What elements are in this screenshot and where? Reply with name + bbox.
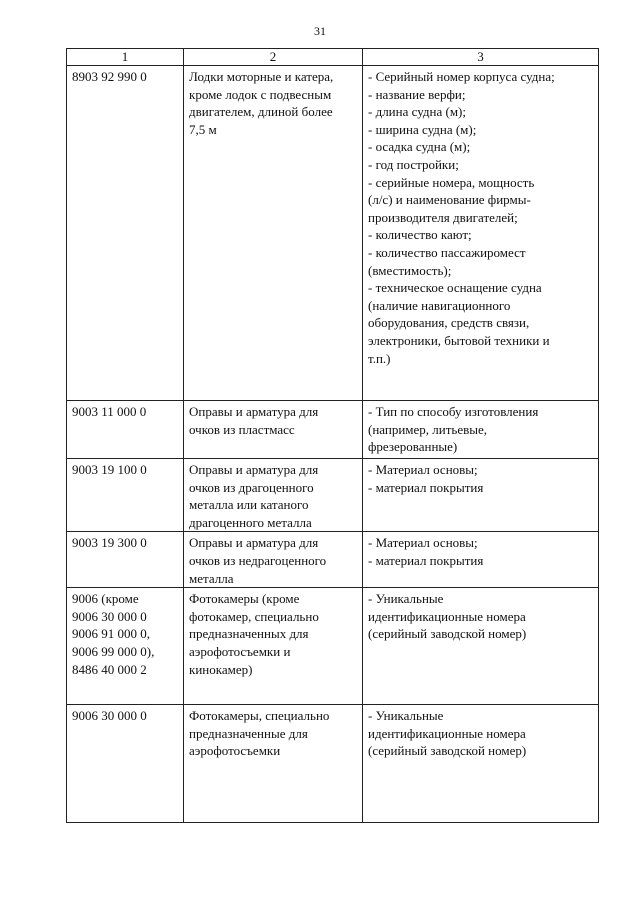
goods-name-cell bbox=[184, 705, 363, 823]
table-row bbox=[67, 401, 599, 459]
goods-name-cell bbox=[184, 532, 363, 588]
name-line: очков из недрагоценного bbox=[189, 552, 327, 568]
name-line: предназначенных для bbox=[189, 626, 309, 642]
tnved-code-cell bbox=[67, 66, 184, 401]
attr-line: (наличие навигационного bbox=[368, 297, 511, 313]
attr-line: - осадка судна (м); bbox=[368, 139, 471, 155]
code-line: 9003 11 000 0 bbox=[72, 404, 147, 419]
attributes-cell bbox=[363, 66, 599, 401]
goods-name-cell bbox=[184, 401, 363, 459]
name-line: Оправы и арматура для bbox=[189, 462, 319, 477]
attr-line: - ширина судна (м); bbox=[368, 121, 477, 137]
table-row bbox=[67, 66, 599, 401]
name-line: двигателем, длиной более bbox=[189, 104, 333, 120]
tnved-code-cell bbox=[67, 459, 184, 532]
attributes-cell bbox=[363, 705, 599, 823]
goods-name-cell bbox=[184, 588, 363, 705]
page-number: 31 bbox=[314, 24, 326, 38]
attr-line: идентификационные номера bbox=[368, 608, 526, 624]
attr-line: - количество кают; bbox=[368, 227, 472, 243]
name-line: очков из пластмасс bbox=[189, 421, 295, 437]
attr-line: производителя двигателей; bbox=[368, 209, 518, 225]
attr-line: - Материал основы; bbox=[368, 462, 478, 477]
attr-line: (л/с) и наименование фирмы- bbox=[368, 192, 531, 208]
code-line: 9006 91 000 0, bbox=[72, 626, 150, 642]
attr-line: идентификационные номера bbox=[368, 725, 526, 741]
goods-table bbox=[66, 48, 599, 823]
name-line: аэрофотосъемки и bbox=[189, 643, 291, 659]
attributes-cell bbox=[363, 459, 599, 532]
code-line: 8486 40 000 2 bbox=[72, 661, 147, 677]
table-row bbox=[67, 459, 599, 532]
tnved-code-cell bbox=[67, 532, 184, 588]
code-line: 9003 19 100 0 bbox=[72, 462, 147, 477]
goods-name-cell bbox=[184, 459, 363, 532]
attr-line: - год постройки; bbox=[368, 156, 459, 172]
name-line: металла или катаного bbox=[189, 497, 309, 513]
attr-line: фрезерованные) bbox=[368, 439, 458, 455]
code-line: 9006 30 000 0 bbox=[72, 708, 147, 724]
attr-line: - количество пассажиромест bbox=[368, 244, 526, 260]
code-line: 8903 92 990 0 bbox=[72, 69, 147, 84]
attributes-cell bbox=[363, 532, 599, 588]
name-line: драгоценного металла bbox=[189, 514, 312, 530]
name-line: кроме лодок с подвесным bbox=[189, 86, 332, 102]
goods-name-cell bbox=[184, 66, 363, 401]
name-line: очков из драгоценного bbox=[189, 479, 314, 495]
name-line: металла bbox=[189, 570, 234, 586]
tnved-code-cell bbox=[67, 588, 184, 705]
attr-line: электроники, бытовой техники и bbox=[368, 332, 550, 348]
column-header: 2 bbox=[184, 49, 363, 66]
name-line: аэрофотосъемки bbox=[189, 743, 281, 759]
attr-line: - Материал основы; bbox=[368, 535, 478, 551]
attributes-cell bbox=[363, 588, 599, 705]
attr-line: - длина судна (м); bbox=[368, 104, 466, 120]
attr-line: (серийный заводской номер) bbox=[368, 743, 527, 759]
code-line: 9006 99 000 0), bbox=[72, 643, 155, 659]
attr-line: (серийный заводской номер) bbox=[368, 626, 527, 642]
name-line: Оправы и арматура для bbox=[189, 535, 319, 551]
name-line: Фотокамеры (кроме bbox=[189, 591, 300, 607]
attr-line: (например, литьевые, bbox=[368, 421, 488, 437]
attr-line: - материал покрытия bbox=[368, 552, 484, 568]
code-line: 9006 30 000 0 bbox=[72, 608, 147, 624]
table-row bbox=[67, 588, 599, 705]
code-line: 9006 (кроме bbox=[72, 591, 139, 607]
table-row bbox=[67, 532, 599, 588]
attr-line: (вместимость); bbox=[368, 262, 452, 278]
attr-line: - серийные номера, мощность bbox=[368, 174, 535, 190]
code-line: 9003 19 300 0 bbox=[72, 535, 147, 551]
name-line: 7,5 м bbox=[189, 121, 217, 137]
column-header: 3 bbox=[363, 49, 599, 66]
table-header-row bbox=[67, 49, 599, 66]
attr-line: оборудования, средств связи, bbox=[368, 315, 530, 331]
attr-line: - техническое оснащение судна bbox=[368, 280, 542, 296]
name-line: Фотокамеры, специально bbox=[189, 708, 330, 724]
attr-line: - название верфи; bbox=[368, 86, 466, 102]
name-line: предназначенные для bbox=[189, 725, 308, 741]
tnved-code-cell bbox=[67, 401, 184, 459]
name-line: Оправы и арматура для bbox=[189, 404, 319, 419]
name-line: Лодки моторные и катера, bbox=[189, 69, 334, 84]
attr-line: - Уникальные bbox=[368, 591, 444, 607]
attr-line: т.п.) bbox=[368, 350, 391, 366]
attributes-cell bbox=[363, 401, 599, 459]
attr-line: - Тип по способу изготовления bbox=[368, 404, 539, 419]
tnved-code-cell bbox=[67, 705, 184, 823]
column-header: 1 bbox=[67, 49, 184, 66]
attr-line: - Серийный номер корпуса судна; bbox=[368, 69, 555, 84]
attr-line: - материал покрытия bbox=[368, 479, 484, 495]
table-row bbox=[67, 705, 599, 823]
attr-line: - Уникальные bbox=[368, 708, 444, 724]
name-line: кинокамер) bbox=[189, 661, 253, 677]
name-line: фотокамер, специально bbox=[189, 608, 319, 624]
